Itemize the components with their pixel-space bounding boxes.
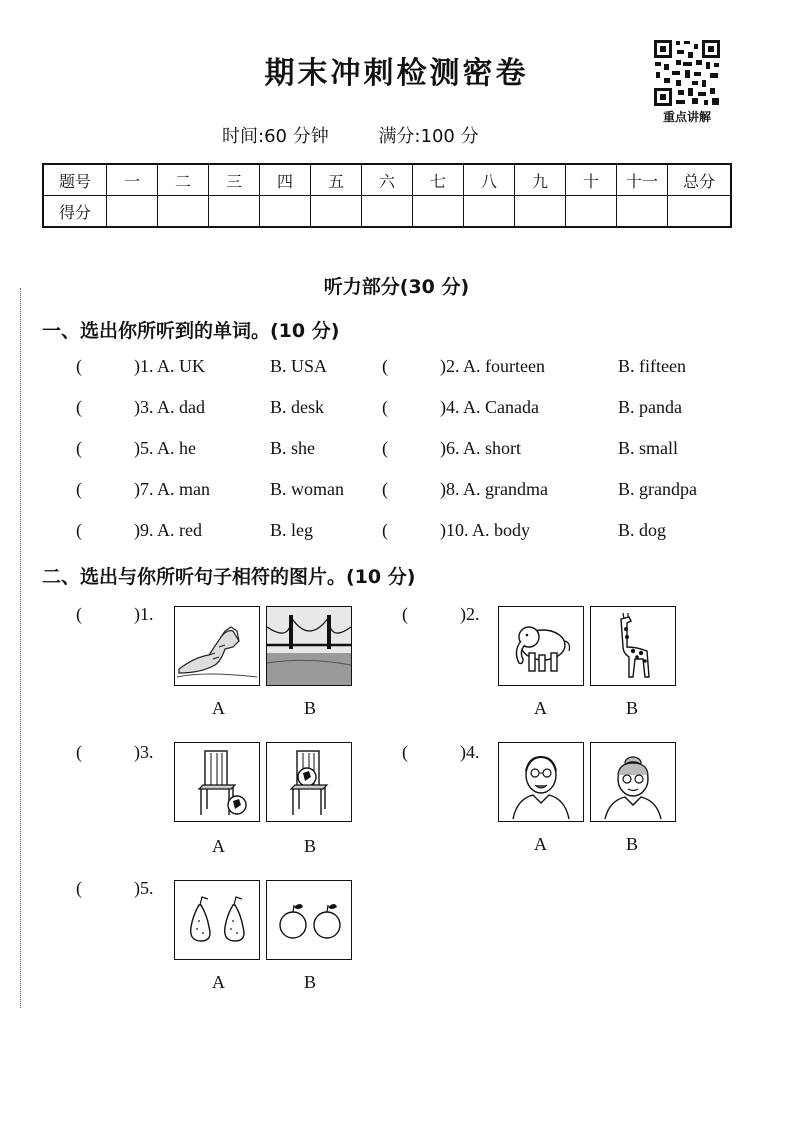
score-table-header-row <box>43 164 731 196</box>
item-option-a: )5. A. he <box>134 438 196 458</box>
great-wall-picture[interactable] <box>174 606 260 686</box>
answer-blank-open[interactable]: ( <box>76 742 82 762</box>
answer-blank-open[interactable]: ( <box>402 604 408 624</box>
option-label-b: B <box>304 836 317 856</box>
answer-blank-open[interactable]: ( <box>76 356 82 376</box>
answer-blank-open[interactable]: ( <box>76 479 82 499</box>
answer-blank-open[interactable]: ( <box>76 604 82 624</box>
picture-item-number: )1. <box>134 604 154 624</box>
score-cell[interactable] <box>413 196 464 228</box>
item-option-b: B. leg <box>270 520 313 540</box>
option-label-b: B <box>626 698 639 718</box>
score-cell[interactable] <box>362 196 413 228</box>
answer-blank-open[interactable]: ( <box>76 878 82 898</box>
score-cell[interactable] <box>311 196 362 228</box>
answer-blank-open[interactable]: ( <box>382 479 388 499</box>
time-limit: 时间:60 分钟 <box>222 126 329 147</box>
answer-blank-open[interactable]: ( <box>402 742 408 762</box>
listening-section-title: 听力部分(30 分) <box>323 276 470 298</box>
apples-picture[interactable] <box>266 880 352 960</box>
score-cell[interactable] <box>617 196 668 228</box>
pears-picture[interactable] <box>174 880 260 960</box>
binding-margin-line <box>20 288 21 1008</box>
score-header-cell: 一 <box>107 164 158 196</box>
picture-item-number: )3. <box>134 742 154 762</box>
item-option-b: B. grandpa <box>618 479 697 499</box>
item-option-b: B. fifteen <box>618 356 686 376</box>
score-header-cell: 三 <box>209 164 260 196</box>
score-cell[interactable] <box>668 196 732 228</box>
item-option-b: B. small <box>618 438 679 458</box>
item-option-a: )6. A. short <box>440 438 521 458</box>
option-label-a: A <box>534 698 547 718</box>
item-option-b: B. panda <box>618 397 682 417</box>
score-row-label: 得分 <box>43 196 107 228</box>
score-cell[interactable] <box>107 196 158 228</box>
score-header-cell: 八 <box>464 164 515 196</box>
option-label-a: A <box>534 834 547 854</box>
answer-blank-open[interactable]: ( <box>382 356 388 376</box>
part2-heading: 二、选出与你所听句子相符的图片。(10 分) <box>42 566 416 588</box>
elephant-picture[interactable] <box>498 606 584 686</box>
score-header-cell: 十一 <box>617 164 668 196</box>
item-option-b: B. USA <box>270 356 328 376</box>
exam-info <box>222 122 523 148</box>
option-label-a: A <box>212 836 225 856</box>
score-header-cell: 五 <box>311 164 362 196</box>
item-option-a: )4. A. Canada <box>440 397 539 417</box>
option-label-b: B <box>304 698 317 718</box>
score-table <box>42 163 732 228</box>
answer-blank-open[interactable]: ( <box>382 520 388 540</box>
score-header-cell: 总分 <box>668 164 732 196</box>
option-label-a: A <box>212 972 225 992</box>
picture-item-number: )4. <box>460 742 480 762</box>
score-header-cell: 十 <box>566 164 617 196</box>
score-cell[interactable] <box>260 196 311 228</box>
ball-beside-chair-picture[interactable] <box>174 742 260 822</box>
score-cell[interactable] <box>515 196 566 228</box>
option-label-b: B <box>304 972 317 992</box>
giraffe-picture[interactable] <box>590 606 676 686</box>
item-option-b: B. she <box>270 438 315 458</box>
grandpa-picture[interactable] <box>498 742 584 822</box>
score-header-cell: 四 <box>260 164 311 196</box>
item-option-a: )9. A. red <box>134 520 202 540</box>
score-table-score-row <box>43 196 731 228</box>
item-option-a: )7. A. man <box>134 479 210 499</box>
part1-heading: 一、选出你所听到的单词。(10 分) <box>42 320 340 342</box>
score-cell[interactable] <box>158 196 209 228</box>
score-cell[interactable] <box>209 196 260 228</box>
answer-blank-open[interactable]: ( <box>76 397 82 417</box>
item-option-a: )1. A. UK <box>134 356 205 376</box>
item-option-b: B. woman <box>270 479 344 499</box>
picture-item-number: )5. <box>134 878 154 898</box>
answer-blank-open[interactable]: ( <box>382 397 388 417</box>
score-cell[interactable] <box>464 196 515 228</box>
answer-blank-open[interactable]: ( <box>382 438 388 458</box>
score-header-cell: 六 <box>362 164 413 196</box>
item-option-a: )3. A. dad <box>134 397 205 417</box>
option-label-b: B <box>626 834 639 854</box>
ball-on-chair-picture[interactable] <box>266 742 352 822</box>
golden-gate-bridge-picture[interactable] <box>266 606 352 686</box>
qr-caption: 重点讲解 <box>662 110 711 124</box>
grandma-picture[interactable] <box>590 742 676 822</box>
picture-item-number: )2. <box>460 604 480 624</box>
item-option-a: )10. A. body <box>440 520 530 540</box>
item-option-a: )2. A. fourteen <box>440 356 545 376</box>
score-cell[interactable] <box>566 196 617 228</box>
score-header-cell: 题号 <box>43 164 107 196</box>
item-option-b: B. dog <box>618 520 667 540</box>
item-option-b: B. desk <box>270 397 324 417</box>
item-option-a: )8. A. grandma <box>440 479 548 499</box>
full-score: 满分:100 分 <box>378 126 479 147</box>
answer-blank-open[interactable]: ( <box>76 438 82 458</box>
score-header-cell: 二 <box>158 164 209 196</box>
exam-title: 期末冲刺检测密卷 <box>264 56 529 91</box>
qr-code-icon <box>652 38 722 108</box>
score-header-cell: 九 <box>515 164 566 196</box>
option-label-a: A <box>212 698 225 718</box>
score-header-cell: 七 <box>413 164 464 196</box>
answer-blank-open[interactable]: ( <box>76 520 82 540</box>
